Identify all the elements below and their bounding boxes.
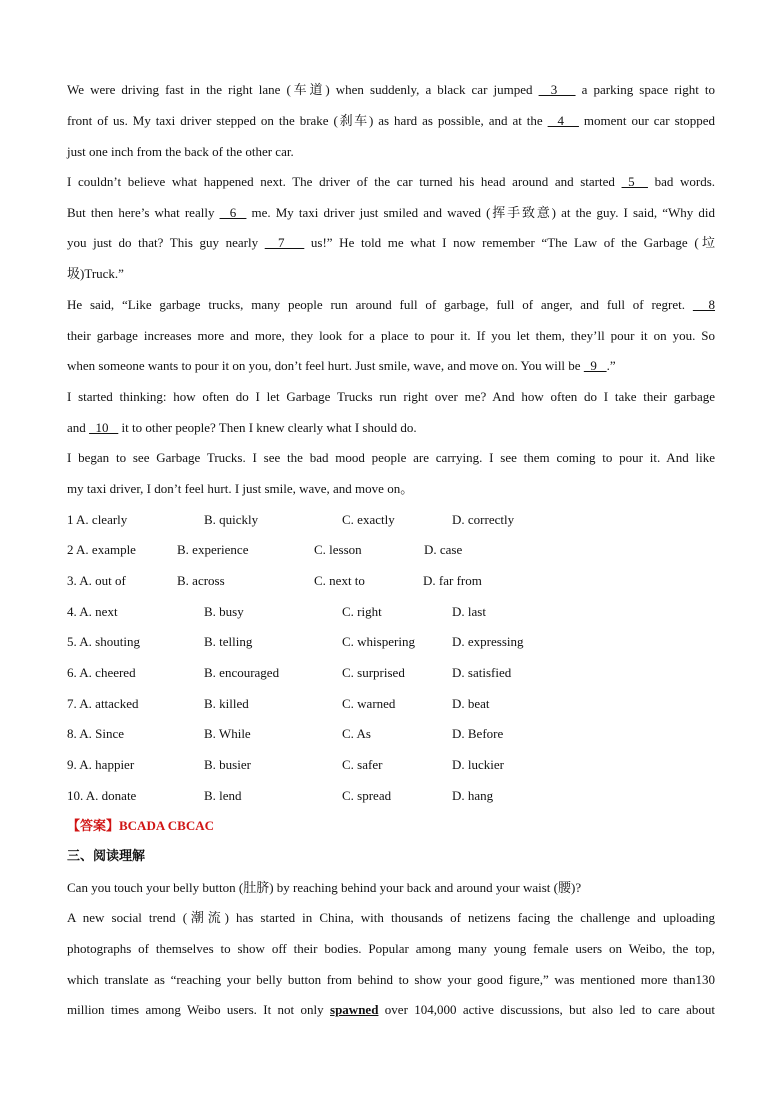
section-heading: 三、阅读理解 xyxy=(67,849,146,864)
blank-8: 8 xyxy=(692,297,716,312)
passage-line: We were driving fast in the right lane (车道) when suddenly, a black car jumped 3 a parking space right to xyxy=(67,82,716,97)
passage-line: I couldn’t believe what happened next. The driver of the car turned his head around and started 5 bad words. xyxy=(67,174,716,189)
vocab-word-spawned: spawned xyxy=(330,1002,379,1017)
reading-line: which translate as “reaching your belly button from behind to show your good figure,” was mentioned more than130 xyxy=(67,972,715,987)
reading-line: A new social trend (潮流) has started in China, with thousands of netizens facing the challenge and uploading xyxy=(67,910,715,925)
option-row: 5. A. shouting B. telling C. whispering D. expressing xyxy=(67,634,524,649)
blank-5: 5 xyxy=(621,174,648,189)
blank-4: 4 xyxy=(547,113,579,128)
blank-6: 6 xyxy=(219,205,247,220)
option-row: 10. A. donate B. lend C. spread D. hang xyxy=(67,788,494,803)
option-row: 2 A. example B. experience C. lesson D. case xyxy=(67,542,463,557)
passage-line: But then here’s what really 6 me. My taxi driver just smiled and waved (挥手致意) at the guy. I said, “Why did xyxy=(67,205,715,220)
option-row: 1 A. clearly B. quickly C. exactly D. correctly xyxy=(67,512,515,527)
blank-7: 7 xyxy=(264,235,305,250)
passage-line: my taxi driver, I don’t feel hurt. I just smile, wave, and move on。 xyxy=(67,481,414,496)
blank-10: 10 xyxy=(89,420,119,435)
passage-line: I began to see Garbage Trucks. I see the bad mood people are carrying. I see them coming to pour it. And like xyxy=(67,450,715,465)
option-row: 4. A. next B. busy C. right D. last xyxy=(67,604,486,619)
reading-line: million times among Weibo users. It not only spawned over 104,000 active discussions, but also led to care about xyxy=(67,1002,715,1017)
option-row: 6. A. cheered B. encouraged C. surprised D. satisfied xyxy=(67,665,512,680)
option-row: 8. A. Since B. While C. As D. Before xyxy=(67,726,504,741)
blank-3: 3 xyxy=(538,82,576,97)
passage-line: 圾)Truck.” xyxy=(67,266,124,281)
reading-line: Can you touch your belly button (肚脐) by reaching behind your back and around your waist (腰)? xyxy=(67,880,582,895)
passage-line: their garbage increases more and more, they look for a place to pour it. If you let them, they’ll pour it on you. So xyxy=(67,328,715,343)
option-row: 3. A. out of B. across C. next to D. far from xyxy=(67,573,482,588)
passage-line: and 10 it to other people? Then I knew clearly what I should do. xyxy=(67,420,417,435)
passage-line: when someone wants to pour it on you, don’t feel hurt. Just smile, wave, and move on. You will be 9 .” xyxy=(67,358,616,373)
passage-line: front of us. My taxi driver stepped on the brake (刹车) as hard as possible, and at the 4 moment our car stopped xyxy=(67,113,716,128)
answer-key: 【答案】BCADA CBCAC xyxy=(67,818,214,833)
blank-9: 9 xyxy=(583,358,607,373)
option-row: 7. A. attacked B. killed C. warned D. beat xyxy=(67,696,490,711)
passage-line: you just do that? This guy nearly 7 us!” He told me what I now remember “The Law of the Garbage (垃 xyxy=(67,235,716,250)
passage-line: I started thinking: how often do I let Garbage Trucks run right over me? And how often do I take their garbage xyxy=(67,389,715,404)
passage-line: just one inch from the back of the other car. xyxy=(67,144,294,159)
reading-line: photographs of themselves to show off their bodies. Popular among many young female users on Weibo, the top, xyxy=(67,941,715,956)
option-row: 9. A. happier B. busier C. safer D. luckier xyxy=(67,757,504,772)
passage-line: He said, “Like garbage trucks, many people run around full of garbage, full of anger, and full of regret. 8 xyxy=(67,297,716,312)
